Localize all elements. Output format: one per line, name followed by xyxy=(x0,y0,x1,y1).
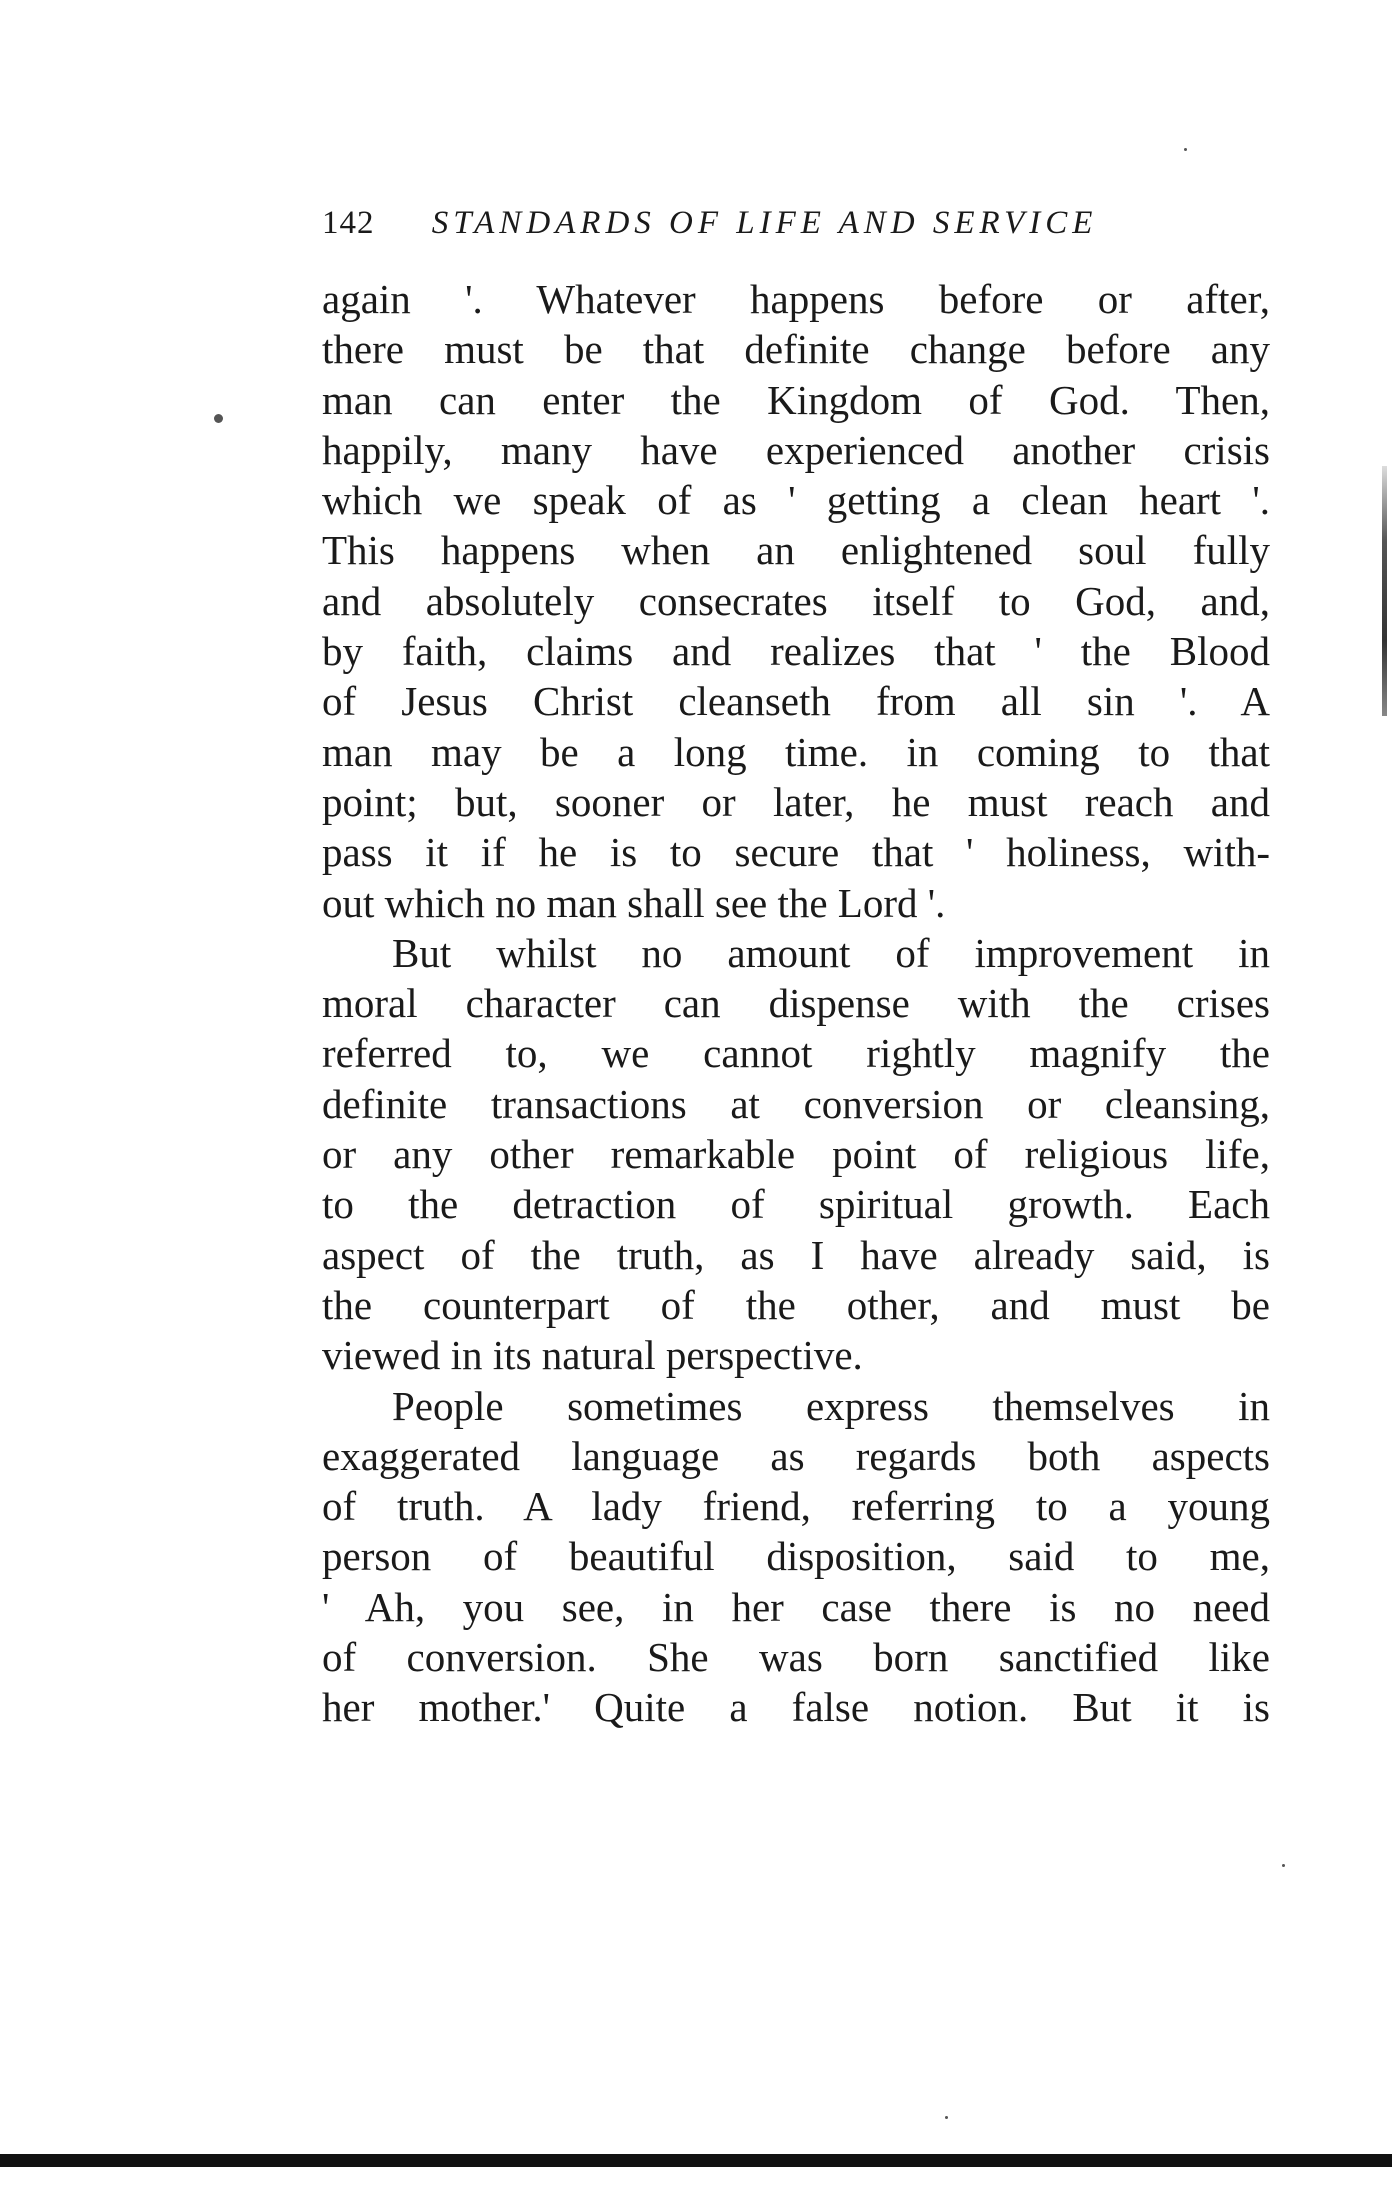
ink-speck xyxy=(945,2116,948,2119)
text-line: the counterpart of the other, and must be xyxy=(322,1281,1270,1328)
paragraph-2 xyxy=(322,928,1270,1381)
text-line: This happens when an enlightened soul fully xyxy=(322,527,1270,574)
text-line: by faith, claims and realizes that ' the Blood xyxy=(322,628,1270,675)
text-line: happily, many have experienced another crisis xyxy=(322,426,1270,473)
text-line: definite transactions at conversion or cleansing, xyxy=(322,1080,1270,1127)
text-line: out which no man shall see the Lord '. xyxy=(322,879,946,926)
text-line: of truth. A lady friend, referring to a young xyxy=(322,1483,1270,1530)
text-line: and absolutely consecrates itself to God, and, xyxy=(322,577,1270,624)
running-head xyxy=(322,198,1152,248)
page-edge-shadow xyxy=(1382,466,1387,716)
bottom-edge-rule xyxy=(0,2154,1392,2167)
text-line: point; but, sooner or later, he must reach and xyxy=(322,778,1270,825)
page-number: 142 xyxy=(322,205,375,241)
text-line: or any other remarkable point of religious life, xyxy=(322,1131,1270,1178)
text-line: man may be a long time. in coming to that xyxy=(322,728,1270,775)
ink-speck xyxy=(1184,148,1187,151)
ink-speck xyxy=(1282,1864,1285,1867)
text-line: ' Ah, you see, in her case there is no need xyxy=(322,1583,1270,1630)
text-line: viewed in its natural perspective. xyxy=(322,1332,863,1379)
text-line: moral character can dispense with the crises xyxy=(322,980,1270,1027)
text-line: to the detraction of spiritual growth. Each xyxy=(322,1181,1270,1228)
text-line: again '. Whatever happens before or after, xyxy=(322,276,1270,322)
paragraph-3 xyxy=(322,1381,1270,1733)
text-line: of conversion. She was born sanctified like xyxy=(322,1634,1270,1681)
text-line: her mother.' Quite a false notion. But it is xyxy=(322,1684,1270,1731)
running-title: STANDARDS OF LIFE AND SERVICE xyxy=(431,205,1098,241)
text-line: People sometimes express themselves in xyxy=(392,1382,1270,1429)
text-line: man can enter the Kingdom of God. Then, xyxy=(322,376,1270,423)
ink-speck xyxy=(214,414,223,423)
text-line: of Jesus Christ cleanseth from all sin '. A xyxy=(322,678,1270,725)
text-line: exaggerated language as regards both aspects xyxy=(322,1432,1270,1479)
paragraph-1 xyxy=(322,274,1270,928)
text-line: which we speak of as ' getting a clean heart '. xyxy=(322,477,1270,524)
text-line: person of beautiful disposition, said to me, xyxy=(322,1533,1270,1580)
text-line: pass it if he is to secure that ' holiness, with- xyxy=(322,829,1270,876)
body-text xyxy=(322,274,1270,1733)
text-line: there must be that definite change before any xyxy=(322,326,1270,373)
text-line: aspect of the truth, as I have already said, is xyxy=(322,1231,1270,1278)
text-line: But whilst no amount of improvement in xyxy=(392,929,1270,976)
text-line: referred to, we cannot rightly magnify the xyxy=(322,1030,1270,1077)
